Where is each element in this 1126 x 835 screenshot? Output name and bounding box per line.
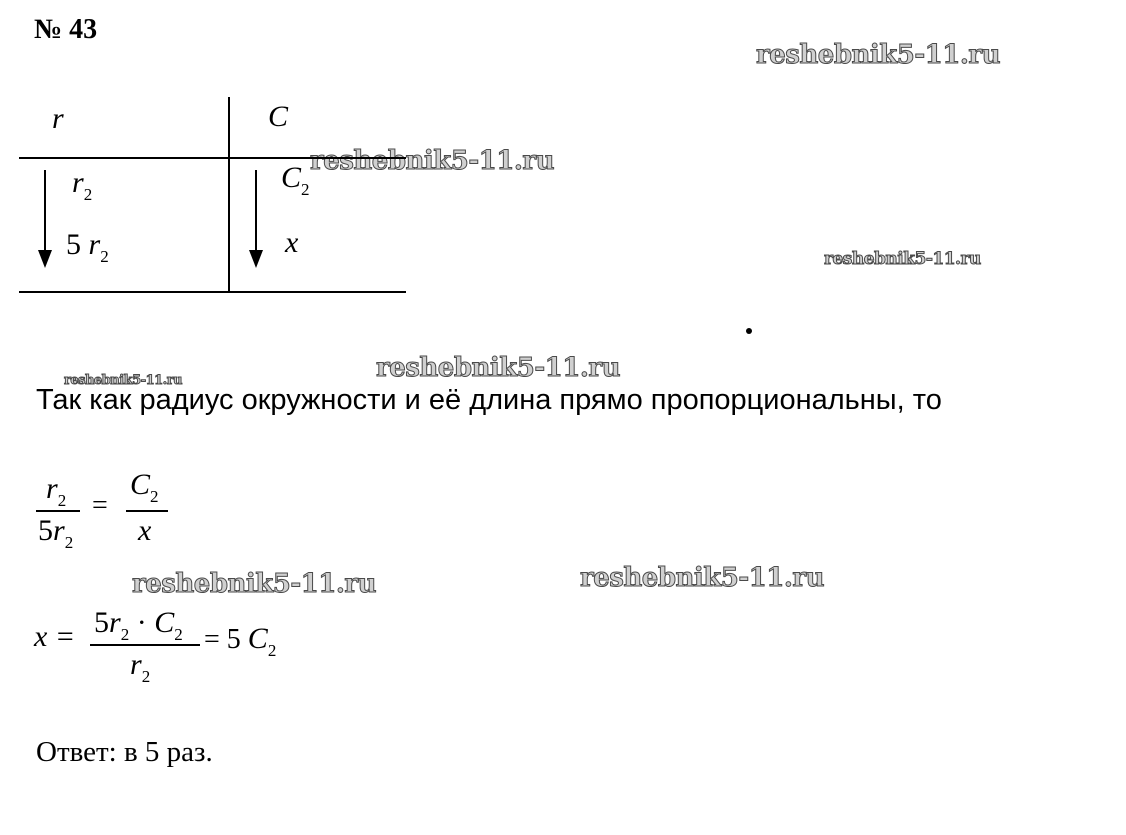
fraction-numerator: $C_2$ [130,468,159,506]
answer-text: Ответ: в 5 раз. [36,736,213,768]
fraction-denominator: $5r_2$ [38,514,74,552]
table-cell-x: x [285,226,299,259]
arrow-down-icon [249,170,263,268]
fraction-right [126,468,168,552]
fraction-main [90,606,200,686]
watermark: reshebnik5-11.ru [376,353,621,383]
statement-text: Так как радиус окружности и её длина прямо пропорциональны, то [36,384,942,416]
fraction-denominator: x [138,514,152,547]
problem-number: № 43 [34,14,98,45]
table-cell-c2: $C_2$ [281,161,310,199]
table-header-r: r [52,102,64,135]
equals-sign: = [92,490,108,521]
fraction-numerator: $r_2$ [46,472,67,510]
table-cell-r2: $r_2$ [72,166,93,204]
watermark: reshebnik5-11.ru [310,146,555,176]
table-header-c: C [268,100,289,133]
equation2-lhs: x = [34,620,76,653]
watermark: reshebnik5-11.ru [824,249,981,269]
equation2-rhs: = 5 $C_2$ [204,622,277,660]
fraction-denominator: $r_2$ [130,648,151,686]
watermark: reshebnik5-11.ru [580,563,825,593]
table-cell-5r2: 5 $r_2$ [66,228,109,266]
watermark: reshebnik5-11.ru [132,569,377,599]
dot-mark [746,328,752,334]
fraction-numerator: $5r_2 \cdot C_2$ [94,606,183,644]
watermark: reshebnik5-11.ru [64,373,183,388]
fraction-left [36,472,80,552]
arrow-down-icon [38,170,52,268]
watermark: reshebnik5-11.ru [756,40,1001,70]
